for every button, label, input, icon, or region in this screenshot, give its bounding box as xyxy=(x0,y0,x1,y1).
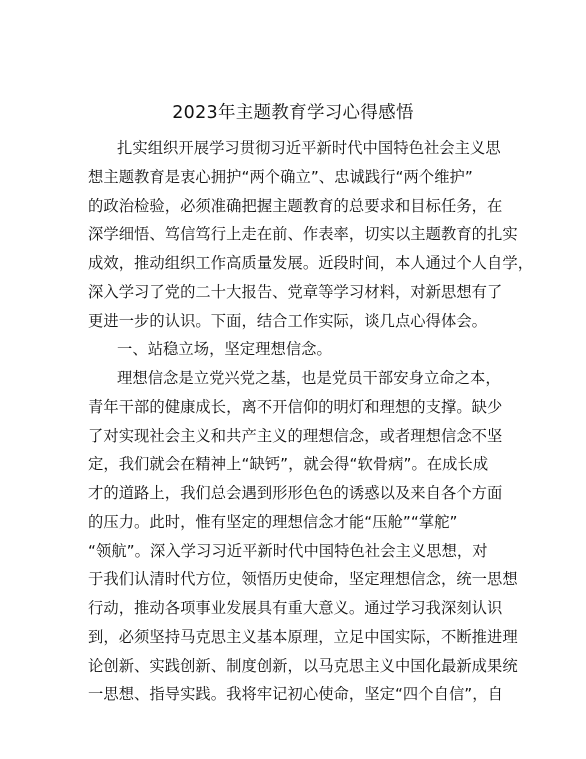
document-body xyxy=(88,134,534,709)
paragraph-line: “领航”。深入学习习近平新时代中国特色社会主义思想，对 xyxy=(88,541,488,560)
paragraph-line: 才的道路上，我们总会遇到形形色色的诱惑以及来自各个方面 xyxy=(88,484,503,502)
paragraph-line: 想主题教育是衷心拥护“两个确立”、忠诚践行“两个维护” xyxy=(88,167,473,186)
paragraph-line: 更进一步的认识。下面，结合工作实际，谈几点心得体会。 xyxy=(88,311,488,330)
paragraph-line: 理想信念是立党兴党之基，也是党员干部安身立命之本， xyxy=(117,369,501,387)
document-title: 2023年主题教育学习心得感悟 xyxy=(172,103,414,123)
paragraph-line: 深入学习了党的二十大报告、党章等学习材料，对新思想有了 xyxy=(88,282,503,301)
paragraph-line: 青年干部的健康成长，离不开信仰的明灯和理想的支撑。缺少 xyxy=(88,397,503,416)
section-heading: 一、站稳立场，坚定理想信念。 xyxy=(117,340,332,359)
paragraph-line: 的压力。此时，惟有坚定的理想信念才能“压舱”“掌舵” xyxy=(88,512,458,531)
paragraph-line: 深学细悟、笃信笃行上走在前、作表率，切实以主题教育的扎实 xyxy=(88,225,518,244)
paragraph-line: 论创新、实践创新、制度创新，以马克思主义中国化最新成果统 xyxy=(88,656,518,675)
paragraph-line: 一思想、指导实践。我将牢记初心使命，坚定“四个自信”，自 xyxy=(88,685,503,704)
paragraph-line: 于我们认清时代方位，领悟历史使命，坚定理想信念，统一思想 xyxy=(88,570,518,589)
paragraph-ideals xyxy=(88,364,518,709)
paragraph-line: 扎实组织开展学习贯彻习近平新时代中国特色社会主义思 xyxy=(117,139,501,157)
paragraph-line: 的政治检验，必须准确把握主题教育的总要求和目标任务，在 xyxy=(88,196,503,215)
paragraph-line: 到，必须坚持马克思主义基本原理，立足中国实际，不断推进理 xyxy=(88,627,518,646)
paragraph-intro xyxy=(88,134,534,335)
paragraph-line: 成效，推动组织工作高质量发展。近段时间，本人通过个人自学， xyxy=(88,254,534,272)
paragraph-line: 行动，推动各项事业发展具有重大意义。通过学习我深刻认识 xyxy=(88,599,503,617)
paragraph-line: 定，我们就会在精神上“缺钙”，就会得“软骨病”。在成长成 xyxy=(88,455,489,474)
paragraph-line: 了对实现社会主义和共产主义的理想信念，或者理想信念不坚 xyxy=(88,426,503,445)
